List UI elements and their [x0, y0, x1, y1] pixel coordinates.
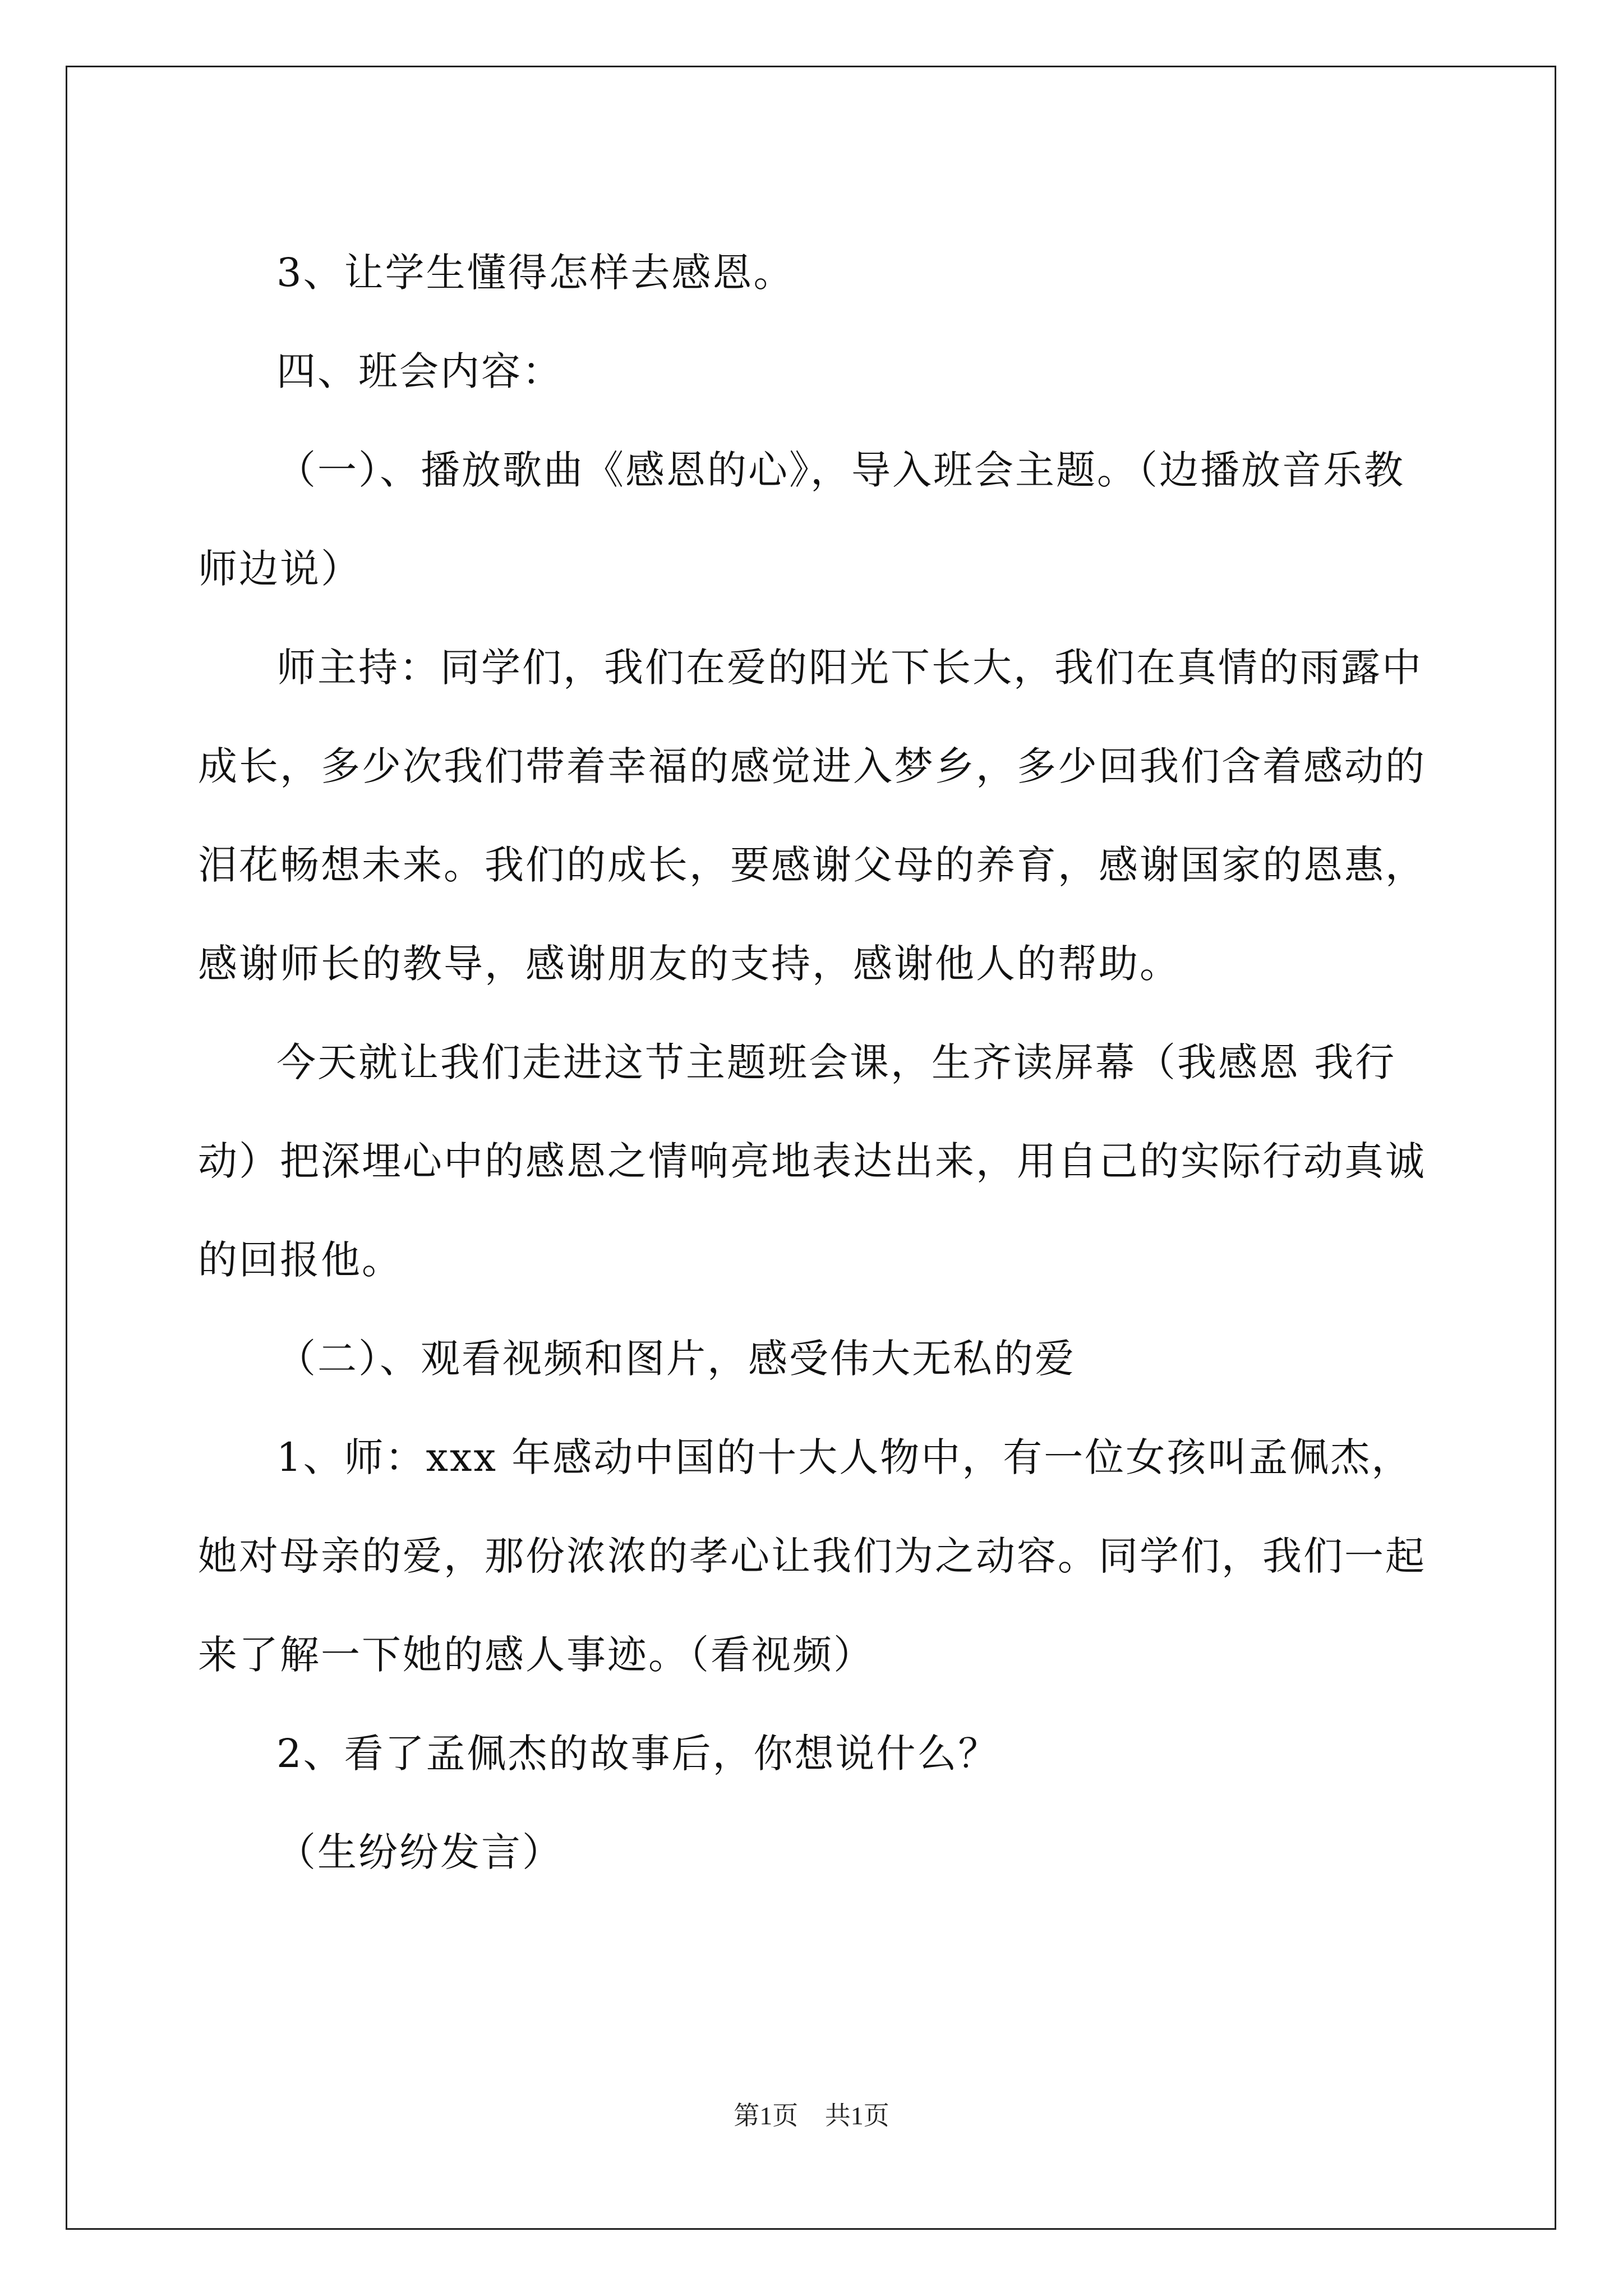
paragraph-section-4-heading: 四、班会内容： — [276, 348, 563, 394]
paragraph-today: 今天就让我们走进这节主题班会课，生齐读屏幕（我感恩 我行动）把深埋心中的感恩之情响亮地表达出来，用自己的实际行动真诚的回报他。 — [198, 1039, 1426, 1283]
page-footer — [0, 2095, 1623, 2132]
paragraph-teacher-host: 师主持：同学们，我们在爱的阳光下长大，我们在真情的雨露中成长，多少次我们带着幸福的感觉进入梦乡，多少回我们含着感动的泪花畅想未来。我们的成长，要感谢父母的养育，感谢国家的恩惠，感谢师长的教导，感谢朋友的支持，感谢他人的帮助。 — [198, 645, 1426, 987]
paragraph-students-speak: （生纷纷发言） — [276, 1829, 563, 1875]
paragraph-part-2-heading: （二）、观看视频和图片，感受伟大无私的爱 — [276, 1336, 1076, 1382]
page-total: 共1页 — [824, 2101, 889, 2130]
paragraph-part-1-heading: （一）、播放歌曲《感恩的心》，导入班会主题。（边播放音乐教师边说） — [198, 447, 1405, 592]
paragraph-item-2: 2、看了孟佩杰的故事后，你想说什么？ — [276, 1731, 999, 1777]
paragraph-objective-3: 3、让学生懂得怎样去感恩。 — [276, 250, 795, 296]
paragraph-item-1: 1、师：xxx 年感动中国的十大人物中，有一位女孩叫孟佩杰，她对母亲的爱，那份浓浓的孝心让我们为之动容。同学们，我们一起来了解一下她的感人事迹。（看视频） — [198, 1434, 1426, 1678]
page-number: 第1页 — [734, 2101, 799, 2130]
